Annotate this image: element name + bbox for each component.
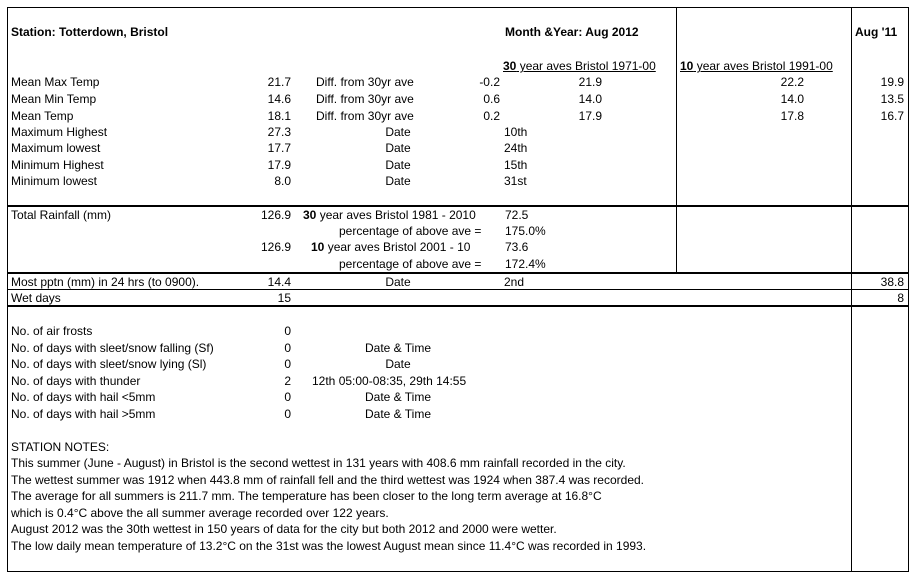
prev-year-title: Aug '11	[855, 25, 898, 39]
count-value: 0	[284, 357, 291, 371]
rainfall-label: Total Rainfall (mm)	[11, 208, 112, 222]
notes-line: August 2012 was the 30th wettest in 150 years of data for the city but both 2012 and 2000 were wetter.	[11, 522, 557, 536]
rule-counts-top	[7, 305, 909, 307]
row-label: Mean Max Temp	[11, 75, 100, 89]
notes-line: The wettest summer was 1912 when 443.8 mm of rainfall fell and the third wettest was 1924 when 387.4 was recorded.	[11, 473, 644, 487]
aves-heading-10yr	[680, 59, 833, 73]
row-ave10: 17.8	[780, 109, 804, 123]
notes-line: The low daily mean temperature of 13.2°C on the 31st was the lowest August mean since 11.4°C was recorded in 1993.	[11, 539, 647, 553]
rainfall-ave-30yr	[303, 208, 476, 222]
row-value: 17.9	[267, 158, 291, 172]
row-label: Minimum Highest	[11, 158, 104, 172]
count-value: 0	[284, 390, 291, 404]
rainfall-pct-1-label: percentage of above ave =	[339, 224, 482, 238]
row-ave30: 15th	[504, 158, 528, 172]
aves-heading-30yr-text: year aves Bristol 1971-00	[516, 59, 656, 73]
row-diff: 0.2	[483, 109, 500, 123]
row-mid: Date	[385, 158, 411, 172]
notes-line: The average for all summers is 211.7 mm. The temperature has been closer to the long term average at 16.8°C	[11, 489, 602, 503]
divider-10yr	[676, 7, 677, 273]
row-label: Maximum Highest	[11, 125, 108, 139]
rule-pptn-bottom	[7, 289, 909, 290]
rainfall-ave-10yr	[311, 240, 470, 254]
row-ave30: 10th	[504, 125, 528, 139]
row-label: Maximum lowest	[11, 141, 101, 155]
border-top	[7, 7, 909, 8]
row-mid: Date	[385, 141, 411, 155]
count-mid: 12th 05:00-08:35, 29th 14:55	[312, 374, 467, 388]
notes-line: which is 0.4°C above the all summer average recorded over 122 years.	[11, 506, 389, 520]
row-label: Minimum lowest	[11, 174, 98, 188]
aves-heading-10yr-num: 10	[680, 59, 694, 73]
row-ave30: 17.9	[578, 109, 602, 123]
aves-heading-30yr	[503, 59, 656, 73]
rainfall-value-2: 126.9	[260, 240, 291, 254]
pptn-date: 2nd	[504, 275, 525, 289]
count-mid: Date & Time	[364, 341, 432, 355]
aves-heading-10yr-text: year aves Bristol 1991-00	[693, 59, 833, 73]
pptn-prev: 38.8	[880, 275, 904, 289]
count-label: No. of days with sleet/snow lying (Sl)	[11, 357, 207, 371]
row-value: 27.3	[267, 125, 291, 139]
row-label: Mean Temp	[11, 109, 74, 123]
wet-days-value: 15	[277, 291, 291, 305]
row-ave30: 21.9	[578, 75, 602, 89]
row-value: 18.1	[267, 109, 291, 123]
pptn-label: Most pptn (mm) in 24 hrs (to 0900).	[11, 275, 200, 289]
rainfall-ave-10yr-num: 10	[311, 240, 325, 254]
rule-rainfall-top	[7, 205, 909, 207]
month-year-title: Month &Year: Aug 2012	[505, 25, 639, 39]
count-mid: Date	[385, 357, 411, 371]
count-value: 0	[284, 341, 291, 355]
count-value: 0	[284, 407, 291, 421]
pptn-mid: Date	[385, 275, 411, 289]
row-ave30: 31st	[504, 174, 527, 188]
wet-days-prev: 8	[897, 291, 904, 305]
wet-days-label: Wet days	[11, 291, 61, 305]
count-mid: Date & Time	[364, 390, 432, 404]
pptn-value: 14.4	[267, 275, 291, 289]
rainfall-pct-2-value: 172.4%	[505, 257, 546, 271]
rainfall-ave-10yr-text: year aves Bristol 2001 - 10	[324, 240, 471, 254]
row-value: 17.7	[267, 141, 291, 155]
count-label: No. of days with thunder	[11, 374, 141, 388]
count-mid: Date & Time	[364, 407, 432, 421]
row-mid: Diff. from 30yr ave	[316, 92, 414, 106]
row-diff: -0.2	[479, 75, 500, 89]
row-prev: 13.5	[880, 92, 904, 106]
border-bottom	[7, 571, 909, 572]
row-diff: 0.6	[483, 92, 500, 106]
count-label: No. of air frosts	[11, 324, 93, 338]
row-value: 14.6	[267, 92, 291, 106]
row-ave10: 14.0	[780, 92, 804, 106]
rainfall-value-1: 126.9	[260, 208, 291, 222]
rainfall-ave-30yr-text: year aves Bristol 1981 - 2010	[316, 208, 476, 222]
row-label: Mean Min Temp	[11, 92, 97, 106]
notes-line: This summer (June - August) in Bristol is the second wettest in 131 years with 408.6 mm rainfall recorded in the city.	[11, 456, 626, 470]
count-label: No. of days with hail >5mm	[11, 407, 156, 421]
count-label: No. of days with hail <5mm	[11, 390, 156, 404]
row-ave10: 22.2	[780, 75, 804, 89]
row-prev: 16.7	[880, 109, 904, 123]
count-value: 2	[284, 374, 291, 388]
row-ave30: 24th	[504, 141, 528, 155]
row-mid: Date	[385, 125, 411, 139]
aves-heading-30yr-num: 30	[503, 59, 517, 73]
rainfall-ave-30yr-value: 72.5	[505, 208, 529, 222]
rainfall-ave-10yr-value: 73.6	[505, 240, 529, 254]
notes-heading: STATION NOTES:	[11, 440, 110, 454]
rule-pptn-top	[7, 272, 909, 274]
rainfall-pct-1-value: 175.0%	[505, 224, 546, 238]
row-prev: 19.9	[880, 75, 904, 89]
row-value: 21.7	[267, 75, 291, 89]
rainfall-ave-30yr-num: 30	[303, 208, 317, 222]
row-value: 8.0	[274, 174, 291, 188]
count-value: 0	[284, 324, 291, 338]
station-title: Station: Totterdown, Bristol	[11, 25, 169, 39]
row-mid: Date	[385, 174, 411, 188]
row-mid: Diff. from 30yr ave	[316, 75, 414, 89]
count-label: No. of days with sleet/snow falling (Sf)	[11, 341, 214, 355]
row-ave30: 14.0	[578, 92, 602, 106]
row-mid: Diff. from 30yr ave	[316, 109, 414, 123]
rainfall-pct-2-label: percentage of above ave =	[339, 257, 482, 271]
